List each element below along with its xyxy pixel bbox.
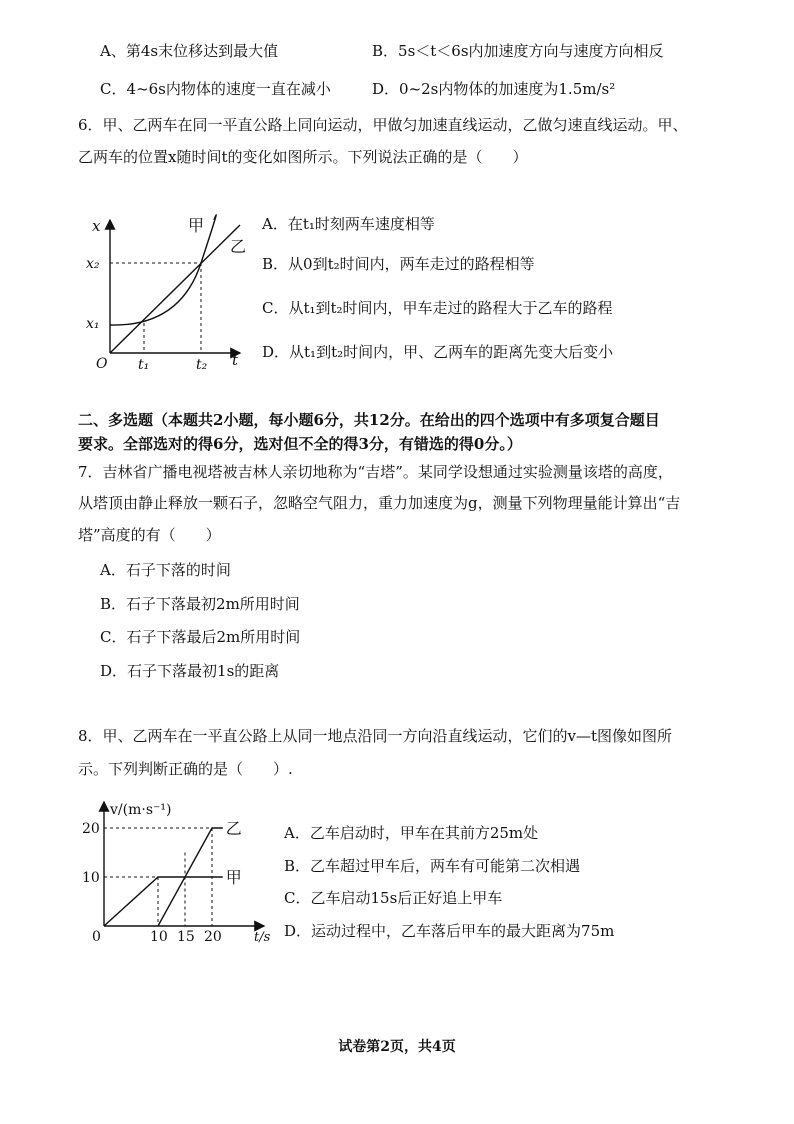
q8-x-tick-0: 0 [92,929,101,945]
q6-option-d: D．从t₁到t₂时间内，甲、乙两车的距离先变大后变小 [262,343,614,361]
q5-option-d: D．0~2s内物体的加速度为1.5m/s² [372,80,616,98]
q6-option-a: A．在t₁时刻两车速度相等 [262,215,435,233]
q7-option-d: D．石子下落最初1s的距离 [100,662,280,680]
q8-option-d: D．运动过程中，乙车落后甲车的最大距离为75m [284,922,615,940]
q8-x-tick-2: 15 [177,929,195,945]
page-footer: 试卷第2页，共4页 [338,1039,456,1055]
q5-option-a: A、第4s末位移达到最大值 [100,42,279,60]
q8-option-c: C．乙车启动15s后正好追上甲车 [284,889,503,907]
q7-stem-line1: 7．吉林省广播电视塔被吉林人亲切地称为“吉塔”。某同学设想通过实验测量该塔的高度， [78,463,673,481]
q7-stem-line3: 塔”高度的有（ ） [78,526,221,544]
q8-x-tick-3: 20 [204,929,222,945]
q8-series-line-0 [104,877,223,926]
section2-heading-line1: 二、多选题（本题共2小题，每小题6分，共12分。在给出的四个选项中有多项复合题目 [78,411,660,429]
q8-y-tick-1: 20 [82,821,100,837]
q8-option-a: A．乙车启动时，甲车在其前方25m处 [284,824,539,842]
q8-stem-line2: 示。下列判断正确的是（ ）. [78,760,293,778]
q6-stem-line2: 乙两车的位置x随时间t的变化如图所示。下列说法正确的是（ ） [78,148,528,166]
q6-label-jia: 甲 [188,216,205,235]
q6-label-yi: 乙 [230,237,247,256]
q8-series-label-jia: 甲 [225,868,242,887]
q6-y-axis-label: x [92,217,101,235]
q8-stem-line1: 8．甲、乙两车在一平直公路上从同一地点沿同一方向沿直线运动，它们的v—t图像如图所 [78,727,673,745]
q7-stem-line2: 从塔顶由静止释放一颗石子，忽略空气阻力，重力加速度为g，测量下列物理量能计算出“吉 [78,494,681,512]
section2-heading-line2: 要求。全部选对的得6分，选对但不全的得3分，有错选的得0分。） [78,435,522,453]
q6-x-axis-label: t [232,351,239,369]
q8-x-tick-1: 10 [150,929,168,945]
q6-option-b: B．从0到t₂时间内，两车走过的路程相等 [262,255,535,273]
q5-option-b: B．5s＜t＜6s内加速度方向与速度方向相反 [372,42,664,60]
q6-origin-label: O [96,356,108,372]
q8-y-axis-label: v/(m·s⁻¹) [110,802,172,818]
q6-x1-label: x₁ [86,316,100,332]
q6-option-c: C．从t₁到t₂时间内，甲车走过的路程大于乙车的路程 [262,299,613,317]
q8-vt-chart [78,796,278,948]
q7-option-a: A．石子下落的时间 [100,561,231,579]
q8-option-b: B．乙车超过甲车后，两车有可能第二次相遇 [284,857,581,875]
q6-x2-label: x₂ [86,256,100,272]
q7-option-c: C．石子下落最后2m所用时间 [100,628,301,646]
q6-stem-line1: 6．甲、乙两车在同一平直公路上同向运动，甲做匀加速直线运动，乙做匀速直线运动。甲、 [78,116,688,134]
q8-y-tick-0: 10 [82,870,100,886]
q8-series-label-yi: 乙 [225,819,242,838]
q6-line-yi [110,225,240,353]
q6-t1-label: t₁ [138,357,150,373]
q6-xt-graph [80,205,260,375]
q7-option-b: B．石子下落最初2m所用时间 [100,595,300,613]
q8-x-axis-label: t/s [254,930,271,945]
q6-t2-label: t₂ [196,357,208,373]
q5-option-c: C．4~6s内物体的速度一直在减小 [100,80,331,98]
